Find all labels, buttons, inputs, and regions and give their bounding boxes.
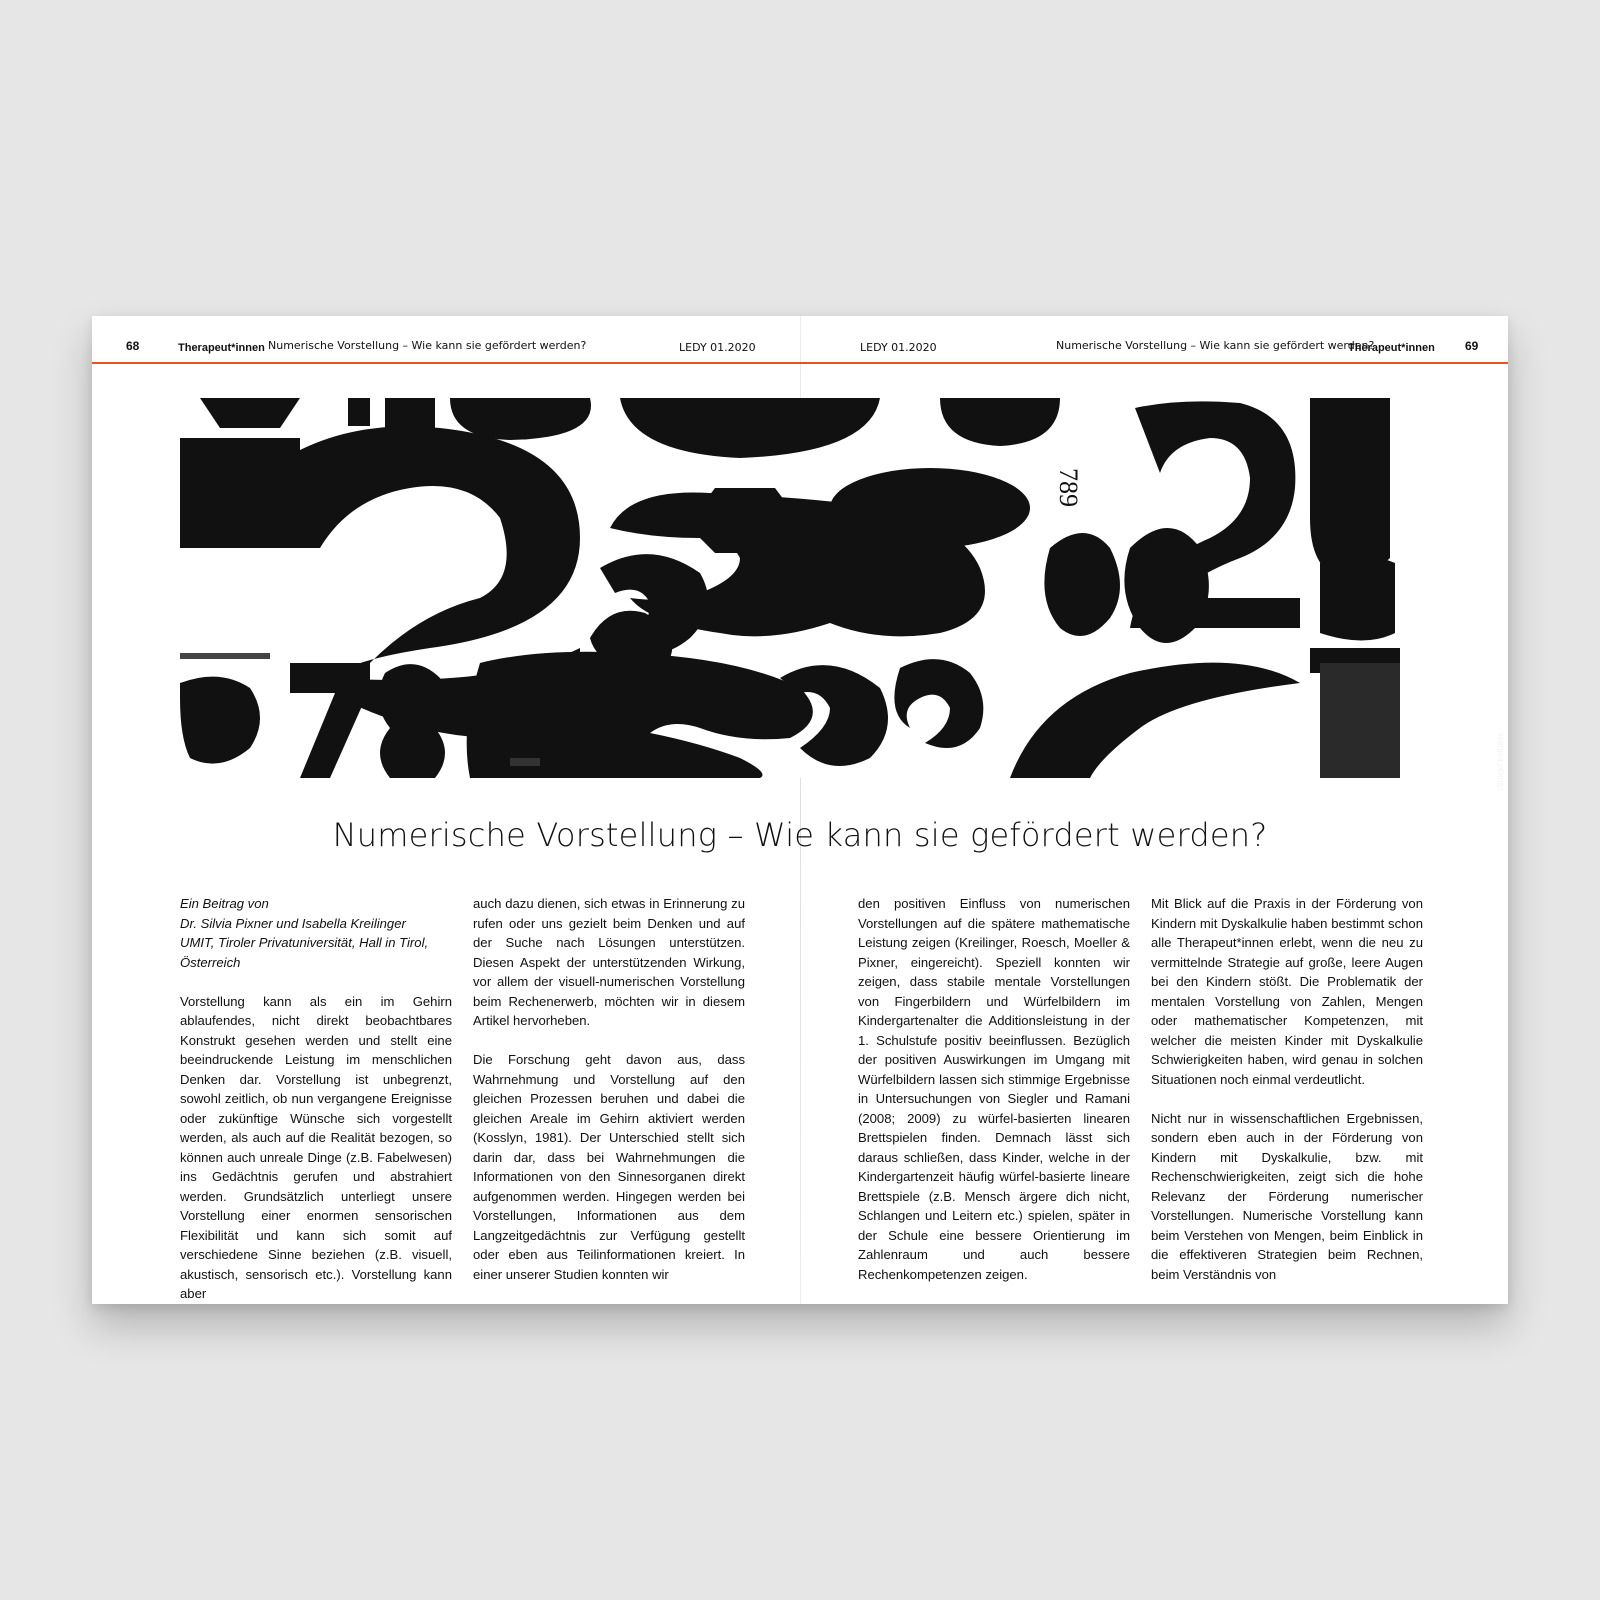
article-column-4 [1151, 894, 1423, 1284]
right-section-label: Therapeut*innen [1348, 342, 1435, 354]
image-credit: iStock/ kolbass [1496, 732, 1505, 790]
paragraph: Mit Blick auf die Praxis in der Förderung von Kindern mit Dyskalkulie haben bestimmt schon alle Therapeut*innen erlebt, wenn die neu zu vermittelnde Strategie auf große, leere Augen bei den Kindern stößt. Die Problematik der mentalen Vorstellung von Zahlen, Mengen oder mathematischer Kompetenzen, mit welcher die meisten Kinder mit Dyskalkulie Schwierigkeiten haben, wird genau in solchen Situationen noch einmal verdeutlicht. [1151, 896, 1423, 1087]
magazine-spread [92, 316, 1508, 1304]
rotated-numbers-789: 789 [1054, 468, 1083, 507]
byline-authors: Dr. Silvia Pixner und Isabella Kreilinger [180, 915, 406, 931]
right-page-number: 69 [1465, 339, 1479, 353]
byline [180, 894, 452, 972]
paragraph: auch dazu dienen, sich etwas in Erinnerung zu rufen oder uns gezielt beim Denken und auf der Suche nach Lösungen unterstützen. Diesen Aspekt der unterstützenden Wirkung, vor allem der visuell-numerischen Vorstellung beim Rechenerwerb, möchten wir in diesem Artikel hervorheben. [473, 896, 745, 1028]
paragraph: den positiven Einfluss von numerischen Vorstellungen auf die spätere mathematische Leistung zeigen (Kreilinger, Roesch, Moeller & Pixner, eingereicht). Speziell konnten wir zeigen, dass stabile mentale Vorstellungen von Fingerbildern und Würfelbildern im Kindergartenalter die Additionsleistung in der 1. Schulstufe positiv beeinflussen. Bezüglich der positiven Auswirkungen im Umgang mit Würfelbildern lassen sich stimmige Ergebnisse in Untersuchungen von Siegler und Ramani (2008; 2009) zu würfel-basierten linearen Brettspielen finden. Demnach lässt sich daraus schließen, dass Kinder, welche in der Kindergartenzeit häufig würfel-basierte lineare Brettspiele (z.B. Mensch ärgere dich nicht, Schlangen und Leitern etc.) spielen, später in der Schule eine bessere Orientierung im Zahlenraum und auch bessere Rechenkompetenzen zeigen. [858, 896, 1130, 1282]
paragraph: Nicht nur in wissenschaftlichen Ergebnissen, sondern eben auch in der Förderung von Kindern mit Dyskalkulie, bzw. mit Rechenschwierigkeiten, zeigt sich die hohe Relevanz der Förderung numerischer Vorstellungen. Numerische Vorstellung kann beim Verstehen von Mengen, beim Einblick in die effektiveren Strategien beim Rechnen, beim Verständnis von [1151, 1110, 1423, 1282]
article-column-2 [473, 894, 745, 1284]
left-section-label: Therapeut*innen [178, 342, 265, 354]
article-title: Numerische Vorstellung – Wie kann sie gefördert werden? [332, 816, 1268, 854]
right-issue-label: LEDY 01.2020 [860, 341, 937, 354]
byline-institution: UMIT, Tiroler Privatuniversität, Hall in Tirol, [180, 935, 429, 950]
numbers-collage [180, 398, 1423, 778]
header-rule [92, 362, 1508, 364]
left-running-title: Numerische Vorstellung – Wie kann sie gefördert werden? [268, 339, 587, 352]
left-issue-label: LEDY 01.2020 [679, 341, 756, 354]
article-column-3 [858, 894, 1130, 1284]
paragraph: Vorstellung kann als ein im Gehirn ablaufendes, nicht direkt beobachtbares Konstrukt gesehen werden und stellt eine beeindruckende Leistung im menschlichen Denken dar. Vorstellung ist unbegrenzt, sowohl zeitlich, ob nun vergangene Ereignisse oder zukünftige Wünsche sich vorgestellt werden, als auch auf die Realität bezogen, so können auch unreale Dinge (z.B. Fabelwesen) ins Gedächtnis gerufen und abstrahiert werden. Grundsätzlich unterliegt unsere Vorstellung einer enormen sensorischen Flexibilität und kann sich somit auf verschiedene Sinne beziehen (z.B. visuell, akustisch, sensorisch etc.). Vorstellung kann aber [180, 993, 452, 1301]
paragraph: Die Forschung geht davon aus, dass Wahrnehmung und Vorstellung auf den gleichen Prozessen beruhen und dabei die gleichen Areale im Gehirn aktiviert werden (Kosslyn, 1981). Der Unterschied stellt sich darin dar, dass bei Wahrnehmungen die Informationen von den Sinnesorganen direkt aufgenommen werden. Hingegen werden bei Vorstellungen, Informationen aus dem Langzeitgedächtnis zur Verfügung gestellt oder eben aus Teilinformationen kreiert. In einer unserer Studien konnten wir [473, 1052, 745, 1282]
article-column-1 [180, 894, 452, 1304]
byline-intro: Ein Beitrag von [180, 896, 269, 911]
letterpress-numbers-image [180, 398, 1505, 790]
right-running-title: Numerische Vorstellung – Wie kann sie gefördert werden? [1056, 339, 1375, 352]
byline-country: Österreich [180, 954, 241, 970]
left-page-number: 68 [126, 339, 140, 353]
